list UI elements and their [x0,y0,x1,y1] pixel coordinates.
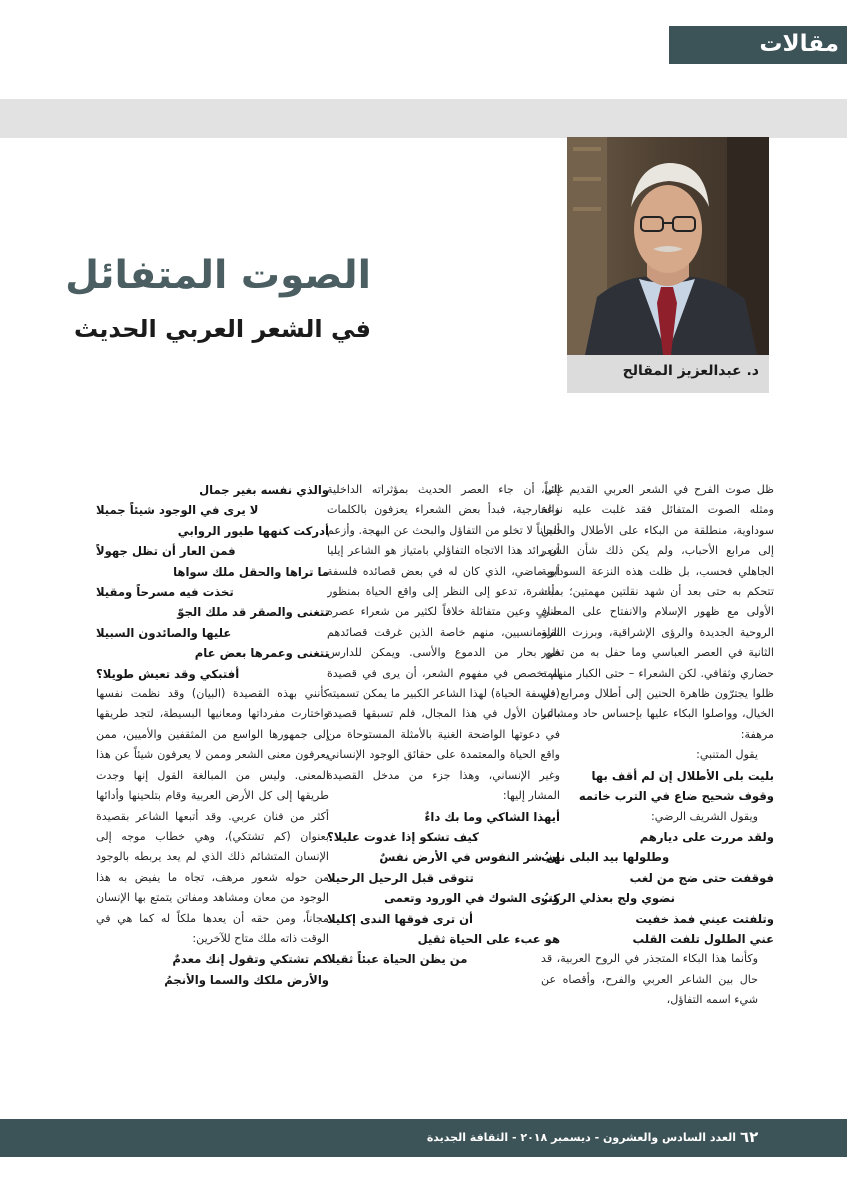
magazine-brand: الثقافة الجديدة [426,1131,509,1144]
verse-line: بليت بلى الأطلال إن لم أقف بها [591,768,774,783]
verse-line: أيهذا الشاكي وما بك داءٌ [424,809,560,824]
section-label: مقالات [759,31,839,57]
verse-line: تخذت فيه مسرحاً ومقيلا [96,585,234,600]
verse-line: والذي نفسه بغير جمال [199,483,329,497]
text-column-2 [327,480,560,1100]
verse-line: فمن العار أن تظل جهولاً [96,544,236,559]
verse-line: هو عبء على الحياة ثقيل [417,931,560,946]
verse-line: كيف تشكو إذا غدوت عليلا؟ [327,829,479,844]
author-photo [567,137,769,355]
issue-label: العدد السادس والعشرون - ديسمبر ٢٠١٨ - [511,1131,736,1144]
verse-line: وترى الشوك في الورود وتعمى [384,891,560,906]
verse-line: وقوف شحيح ضاع في الترب خاتمه [578,789,774,804]
verse-line: وتلفتت عيني فمذ خفيت [635,911,774,926]
article-subtitle: في الشعر العربي الحديث [73,315,371,343]
paragraph: وكأنما هذا البكاء المتجذر في الروح العربية، قد حال بين الشاعر العربي والفرح، وأقصاه عن شيء اسمه التفاؤل، [541,952,758,1007]
verse-line: فوقفت حتى ضج من لغب [629,870,774,885]
verse-line: ولقد مررت على ديارهم [639,829,774,844]
paragraph: يقول المتنبي: [696,748,758,762]
verse-line: أن ترى فوقها الندى إكليلا [327,911,474,926]
paragraph: ويقول الشريف الرضي: [651,809,758,823]
verse-line: إن شر النفوس في الأرض نفسٌ [379,850,560,865]
author-portrait-icon [567,137,769,355]
verse-line: والأرض ملكك والسما والأنجمُ [164,972,329,987]
paragraph: ظل صوت الفرح في الشعر العربي القديم غائباً، ومثله الصوت المتفائل فقد غلبت عليه نزعة سوداوية، منطلقة من البكاء على الأطلال والحنين إلى مرابع الأحباب، ولم يكن ذلك شأن الشعر الجاهلي فحسب، بل ظلت هذه النزعة السوداوية تتحكم به حتى بعد أن شهد نقلتين مهمتين؛ بدأت الأولى مع ظهور الإسلام والانفتاح على المعاني الروحية الجديدة والرؤى الإشراقية، وبرزت النقلة الثانية في العصر العباسي وما حفل به من تطور حضاري وثقافي. لكن الشعراء – حتى الكبار منهم – ظلوا يجترّون ظاهرة الحنين إلى أطلال ومرابع في الخيال، وواصلوا البكاء عليها بإحساس حاد ومشاعر مرهفة: [541,483,774,741]
text-column-1 [541,480,774,1100]
page-number: ٦٢ [740,1128,759,1146]
verse-line: نضوي ولج بعذلي الركبُ [541,891,675,906]
verse-line: تتغنى والصقر قد ملك الجوّ [177,605,329,620]
verse-line: تتوقى قبل الرحيل الرحيلا [327,870,474,885]
issue-info [427,1130,736,1146]
text-column-3 [96,480,329,1100]
verse-line: أفتبكي وقد تعيش طويلا؟ [96,666,240,681]
verse-line: عليها والصائدون السبيلا [96,625,232,640]
verse-line: تتغنى وعمرها بعض عام [194,646,329,661]
article-title: الصوت المتفائل [65,253,371,298]
verse-line: لا يرى في الوجود شيئاً جميلا [96,503,259,518]
verse-line: من يظن الحياة عبئاً ثقيلا [327,952,468,967]
paragraph: كأنني بهذه القصيدة (البيان) وقد نظمت نفسها واختارت مفرداتها ومعانيها البسيطة، لتجد طريقها إلى جمهورها الواسع من المثقفين والأميين، ممن يعرفون معنى الشعر وممن لا يعرفون شيئاً عن هذا المعنى. وليس من المبالغة القول إنها وجدت طريقها إلى كل الأرض العربية وقام بتلحينها وأدائها أكثر من فنان عربي. وقد أتبعها الشاعر بقصيدة بعنوان (كم تشتكي)، وهي خطاب موجه إلى الإنسان المتشائم ذلك الذي لم يعد يربطه بالوجود من حوله شعور مرهف، تجاه ما يفيض به هذا الوجود من معان ومشاهد ومفاتن يتمتع بها الإنسان مجاناً، ومن حقه أن يعدها ملكاً له كما هي في الوقت ذاته ملك متاح للآخرين: [96,687,329,945]
verse-line: ما تراها والحقل ملك سواها [173,564,329,579]
header-band [0,99,847,138]
author-name: د. عبدالعزيز المقالح [622,363,759,379]
verse-line: أدركت كنهها طيور الروابي [177,523,329,538]
paragraph: إلى أن جاء العصر الحديث بمؤثراته الداخلية والخارجية، فبدأ بعض الشعراء يعزفون بالكلمات ألحاناً لا تخلو من التفاؤل والبحث عن البهجة. وأزعم أن رائد هذا الاتجاه التفاؤلي بامتياز هو الشاعر إيليا أبو ماضي، الذي كان له في بعض قصائده فلسفة مباشرة، تدعو إلى النظر إلى واقع الحياة بمنظور صافٍ وعين متفائلة خلافاً لكثير من شعراء عصره الرومانسيين، منهم خاصة الذين غرقت قصائدهم في بحار من الدموع والأسى. ويمكن للدارس المتخصص في مفهوم الشعر، أن يرى في قصيدة (فلسفة الحياة) لهذا الشاعر الكبير ما يمكن تسميته بالبيان الأول في هذا المجال، فلم تسبقها قصيدة في دعوتها الواضحة الغنية بالأمثلة المستوحاة من واقع الحياة والمعتمدة على حقائق الوجود الإنساني وغير الإنساني، وهذا جزء من مدخل القصيدة المشار إليها: [327,483,560,803]
verse-line: كم تشتكي وتقول إنك معدمٌ [172,952,329,967]
verse-line: عني الطلول تلفت القلب [632,931,774,946]
verse-line: وطلولها بيد البلى نهبُ [541,850,670,865]
